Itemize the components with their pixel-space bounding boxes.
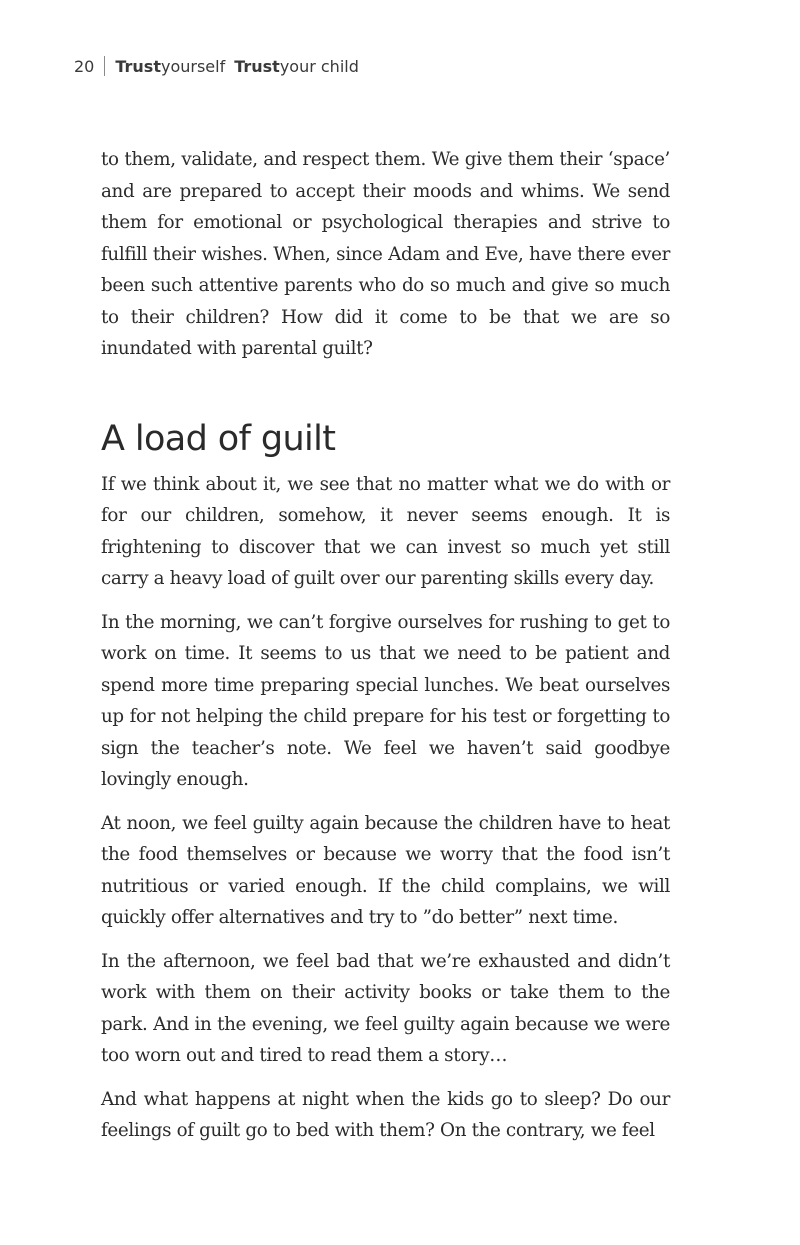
section-heading: A load of guilt (101, 418, 336, 459)
opening-paragraph: to them, validate, and respect them. We give them their ‘space’ and are prepared to accept their moods and whims. We send them for emotional or psychological therapies and strive to fulfill their wishes. When, since Adam and Eve, have there ever been such attentive parents who do so much and give so much to their children? How did it come to be that we are so inundated with parental guilt? (101, 149, 670, 359)
running-head (74, 55, 359, 77)
book-title-word-3: Trust (234, 56, 280, 76)
page-number: 20 (74, 56, 95, 76)
body-paragraph: In the afternoon, we feel bad that we’re exhausted and didn’t work with them on their activity books or take them to the park. And in the evening, we feel guilty again because we were too worn out and tired to read them a story… (101, 950, 670, 1066)
page-body (101, 144, 670, 1147)
body-paragraph: In the morning, we can’t forgive ourselves for rushing to get to work on time. It seems to us that we need to be patient and spend more time preparing special lunches. We beat ourselves up for not helping the child prepare for his test or forgetting to sign the teacher’s note. We feel we haven’t said goodbye lovingly enough. (101, 611, 670, 790)
header-divider (104, 56, 105, 76)
book-title-word-1: Trust (115, 56, 161, 76)
book-title-word-2: yourself (160, 56, 226, 76)
body-paragraph: At noon, we feel guilty again because the children have to heat the food themselves or because we worry that the food isn’t nutritious or varied enough. If the child complains, we will quickly offer alternatives and try to ”do better” next time. (101, 812, 670, 928)
book-title-word-4: your child (279, 56, 359, 76)
body-paragraph: If we think about it, we see that no matter what we do with or for our children, somehow, it never seems enough. It is frightening to discover that we can invest so much yet still carry a heavy load of guilt over our parenting skills every day. (101, 473, 670, 589)
body-paragraph: And what happens at night when the kids go to sleep? Do our feelings of guilt go to bed with them? On the contrary, we feel (101, 1088, 670, 1141)
